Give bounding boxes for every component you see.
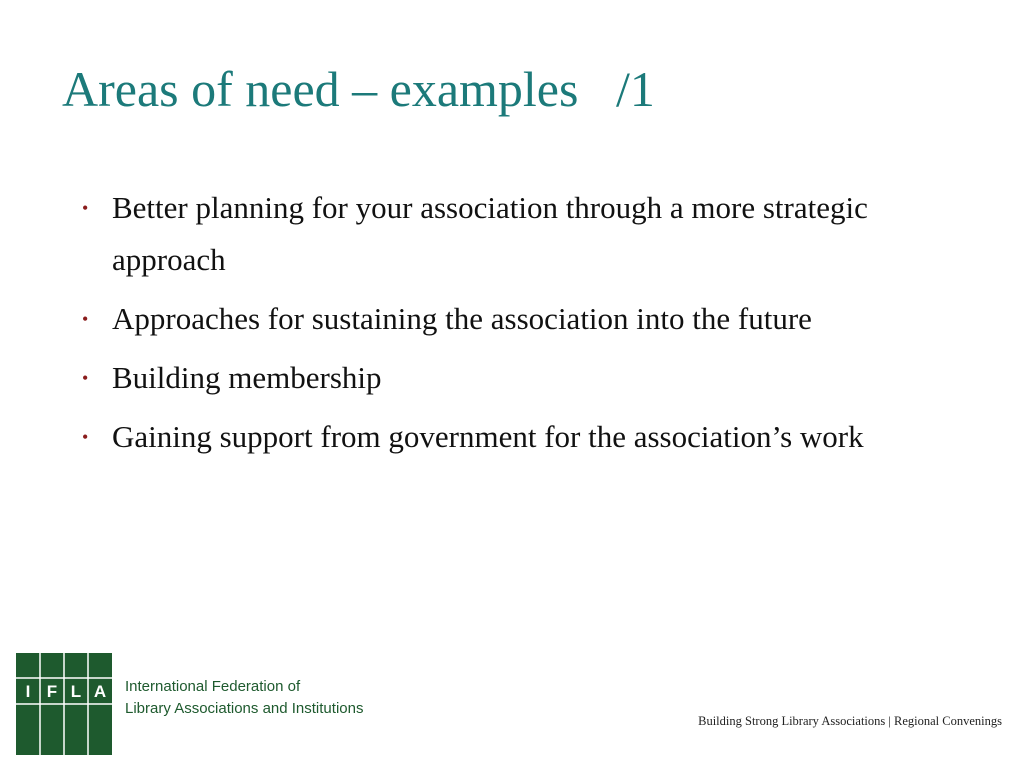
bullet-item [82, 182, 982, 286]
bullet-item [82, 411, 982, 463]
logo-letter: A [93, 682, 107, 701]
bullet-text: Better planning for your association through a more strategic approach [112, 190, 868, 277]
ifla-logo-icon [16, 653, 112, 755]
bullet-dot-icon: • [82, 198, 89, 218]
bullet-list [82, 182, 982, 470]
bullet-text: Approaches for sustaining the association into the future [112, 301, 812, 336]
org-name-line2: Library Associations and Institutions [125, 700, 364, 717]
bullet-dot-icon: • [82, 368, 89, 388]
slide-title: Areas of need – examples /1 [62, 61, 655, 117]
bullet-text: Gaining support from government for the association’s work [112, 419, 864, 454]
bullet-dot-icon: • [82, 427, 89, 447]
logo-letter: I [25, 682, 31, 701]
bullet-dot-icon: • [82, 309, 89, 329]
footer-text: Building Strong Library Associations | Regional Convenings [698, 714, 1002, 728]
org-name-line1: International Federation of [125, 678, 301, 695]
bullet-text: Building membership [112, 360, 382, 395]
bullet-item [82, 293, 982, 345]
logo-letter: L [70, 682, 82, 701]
org-name [125, 676, 363, 720]
bullet-item [82, 352, 982, 404]
logo-letter: F [46, 682, 58, 701]
